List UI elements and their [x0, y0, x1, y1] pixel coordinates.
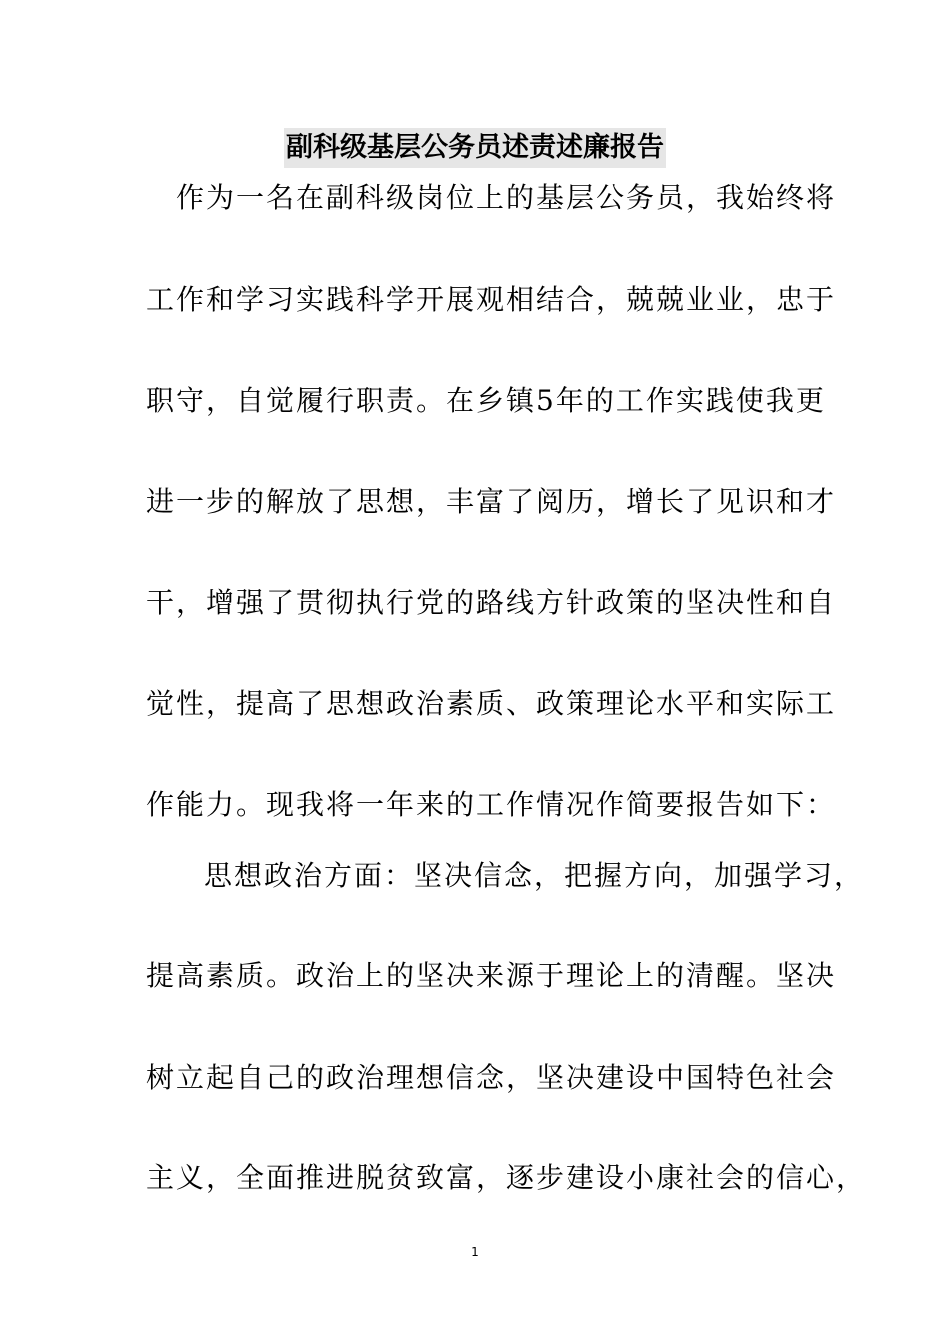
paragraph-1-line-2: 工作和学习实践科学开展观相结合，兢兢业业，忠于	[146, 283, 837, 316]
page-number: 1	[471, 1245, 479, 1259]
paragraph-1-line-6: 觉性，提高了思想政治素质、政策理论水平和实际工	[146, 687, 837, 720]
paragraph-1-line-7: 作能力。现我将一年来的工作情况作简要报告如下：	[146, 788, 837, 821]
paragraph-2-line-2: 提高素质。政治上的坚决来源于理论上的清醒。坚决	[146, 959, 837, 992]
title-container	[0, 128, 950, 168]
paragraph-2-line-3: 树立起自己的政治理想信念，坚决建设中国特色社会	[146, 1061, 837, 1094]
paragraph-2-line-1: 思想政治方面：坚决信念，把握方向，加强学习，	[204, 859, 865, 892]
paragraph-1-line-4: 进一步的解放了思想，丰富了阅历，增长了见识和才	[146, 485, 837, 518]
document-title: 副科级基层公务员述责述廉报告	[284, 128, 666, 168]
paragraph-1-line-1: 作为一名在副科级岗位上的基层公务员，我始终将	[176, 181, 837, 214]
paragraph-1-line-5: 干，增强了贯彻执行党的路线方针政策的坚决性和自	[146, 586, 837, 619]
paragraph-2-line-4: 主义，全面推进脱贫致富，逐步建设小康社会的信心，	[146, 1161, 867, 1194]
paragraph-1-line-3: 职守，自觉履行职责。在乡镇5年的工作实践使我更	[146, 384, 826, 417]
